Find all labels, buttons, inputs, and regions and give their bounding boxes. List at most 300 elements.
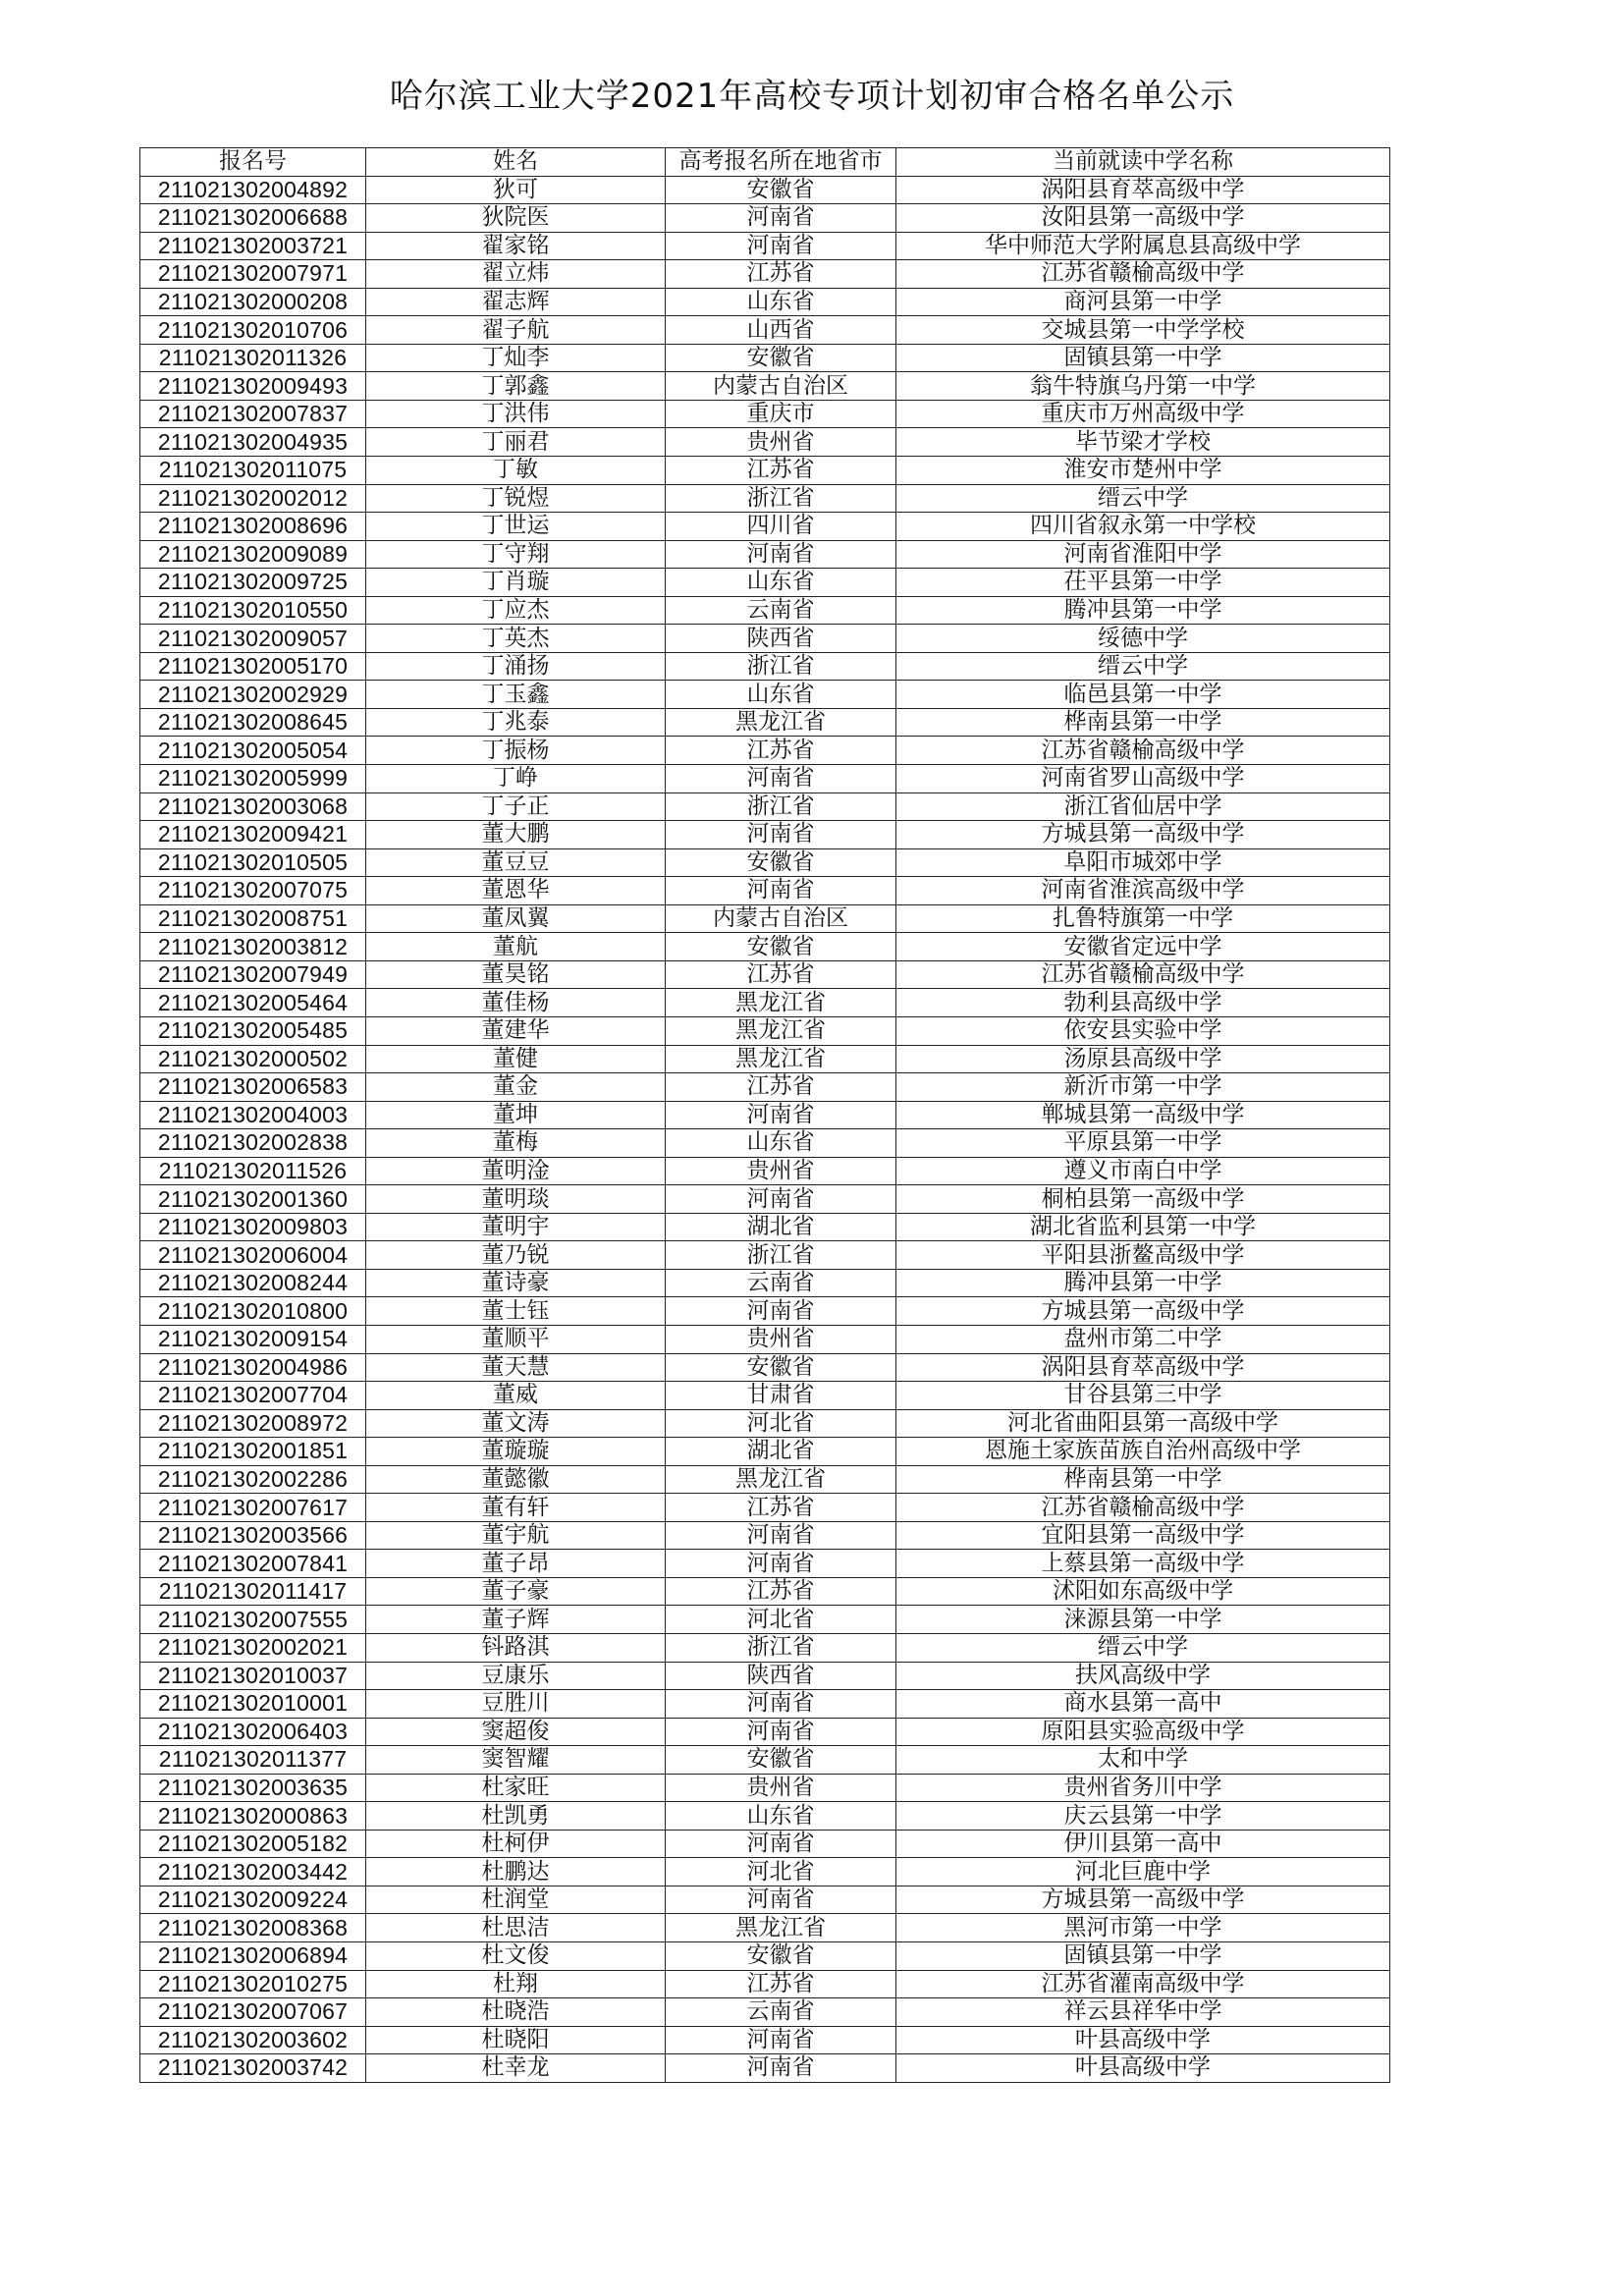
name-cell: 杜家旺 xyxy=(366,1774,666,1802)
table-row xyxy=(140,1325,1390,1353)
school-cell: 郸城县第一高级中学 xyxy=(896,1101,1390,1129)
name-cell: 翟志辉 xyxy=(366,288,666,316)
province-cell: 陕西省 xyxy=(666,625,896,653)
registration-number-cell: 211021302010800 xyxy=(140,1297,366,1326)
registration-number-cell: 211021302009803 xyxy=(140,1213,366,1241)
registration-number-cell: 211021302005485 xyxy=(140,1016,366,1045)
name-cell: 丁敏 xyxy=(366,457,666,485)
name-cell: 杜幸龙 xyxy=(366,2054,666,2083)
table-row xyxy=(140,232,1390,260)
school-cell: 涞源县第一中学 xyxy=(896,1606,1390,1634)
school-cell: 勃利县高级中学 xyxy=(896,989,1390,1017)
school-cell: 江苏省赣榆高级中学 xyxy=(896,1494,1390,1522)
registration-number-cell: 211021302009089 xyxy=(140,540,366,569)
school-cell: 贵州省务川中学 xyxy=(896,1774,1390,1802)
name-cell: 董航 xyxy=(366,933,666,961)
school-cell: 叶县高级中学 xyxy=(896,2054,1390,2083)
province-cell: 河南省 xyxy=(666,1886,896,1914)
name-cell: 董璇璇 xyxy=(366,1438,666,1466)
registration-number-cell: 211021302010706 xyxy=(140,316,366,345)
table-row xyxy=(140,1016,1390,1045)
registration-number-cell: 211021302005182 xyxy=(140,1830,366,1858)
table-row xyxy=(140,1633,1390,1662)
registration-number-cell: 211021302011417 xyxy=(140,1577,366,1606)
school-cell: 河北巨鹿中学 xyxy=(896,1858,1390,1886)
school-cell: 华中师范大学附属息县高级中学 xyxy=(896,232,1390,260)
registration-number-cell: 211021302009224 xyxy=(140,1886,366,1914)
school-cell: 河南省罗山高级中学 xyxy=(896,765,1390,793)
school-cell: 河北省曲阳县第一高级中学 xyxy=(896,1409,1390,1438)
registration-number-cell: 211021302011075 xyxy=(140,457,366,485)
header-province: 高考报名所在地省市 xyxy=(666,148,896,177)
name-cell: 翟子航 xyxy=(366,316,666,345)
school-cell: 涡阳县育萃高级中学 xyxy=(896,1353,1390,1382)
school-cell: 扶风高级中学 xyxy=(896,1662,1390,1690)
name-cell: 杜晓阳 xyxy=(366,2026,666,2054)
name-cell: 丁子正 xyxy=(366,793,666,821)
registration-number-cell: 211021302004986 xyxy=(140,1353,366,1382)
registration-number-cell: 211021302005464 xyxy=(140,989,366,1017)
registration-number-cell: 211021302006403 xyxy=(140,1718,366,1746)
school-cell: 缙云中学 xyxy=(896,484,1390,513)
table-row xyxy=(140,484,1390,513)
province-cell: 河南省 xyxy=(666,204,896,233)
school-cell: 伊川县第一高中 xyxy=(896,1830,1390,1858)
school-cell: 安徽省定远中学 xyxy=(896,933,1390,961)
name-cell: 董明淦 xyxy=(366,1157,666,1185)
name-cell: 丁英杰 xyxy=(366,625,666,653)
registration-number-cell: 211021302003812 xyxy=(140,933,366,961)
table-row xyxy=(140,260,1390,289)
province-cell: 贵州省 xyxy=(666,1774,896,1802)
school-cell: 方城县第一高级中学 xyxy=(896,1886,1390,1914)
table-row xyxy=(140,596,1390,625)
registration-number-cell: 211021302008368 xyxy=(140,1914,366,1942)
table-row xyxy=(140,540,1390,569)
registration-number-cell: 211021302009421 xyxy=(140,821,366,849)
table-row xyxy=(140,1438,1390,1466)
province-cell: 河南省 xyxy=(666,1830,896,1858)
name-cell: 翟立炜 xyxy=(366,260,666,289)
school-cell: 甘谷县第三中学 xyxy=(896,1382,1390,1410)
school-cell: 商河县第一中学 xyxy=(896,288,1390,316)
table-row xyxy=(140,176,1390,204)
school-cell: 翁牛特旗乌丹第一中学 xyxy=(896,372,1390,401)
table-row xyxy=(140,344,1390,372)
registration-number-cell: 211021302007704 xyxy=(140,1382,366,1410)
school-cell: 祥云县祥华中学 xyxy=(896,1998,1390,2027)
name-cell: 董乃锐 xyxy=(366,1241,666,1270)
table-row xyxy=(140,457,1390,485)
registration-number-cell: 211021302010001 xyxy=(140,1690,366,1719)
school-cell: 扎鲁特旗第一中学 xyxy=(896,904,1390,933)
school-cell: 重庆市万州高级中学 xyxy=(896,400,1390,428)
table-row xyxy=(140,848,1390,877)
province-cell: 安徽省 xyxy=(666,933,896,961)
table-row xyxy=(140,288,1390,316)
table-row xyxy=(140,1521,1390,1550)
name-cell: 丁峥 xyxy=(366,765,666,793)
registration-number-cell: 211021302003721 xyxy=(140,232,366,260)
table-row xyxy=(140,1129,1390,1158)
name-cell: 翟家铭 xyxy=(366,232,666,260)
school-cell: 平原县第一中学 xyxy=(896,1129,1390,1158)
province-cell: 江苏省 xyxy=(666,737,896,765)
name-cell: 董恩华 xyxy=(366,877,666,905)
name-cell: 董金 xyxy=(366,1073,666,1102)
school-cell: 依安县实验中学 xyxy=(896,1016,1390,1045)
table-row xyxy=(140,569,1390,597)
registration-number-cell: 211021302010037 xyxy=(140,1662,366,1690)
table-row xyxy=(140,1998,1390,2027)
school-cell: 桐柏县第一高级中学 xyxy=(896,1185,1390,1214)
province-cell: 四川省 xyxy=(666,513,896,541)
registration-number-cell: 211021302008244 xyxy=(140,1269,366,1297)
registration-number-cell: 211021302006894 xyxy=(140,1942,366,1971)
table-row xyxy=(140,765,1390,793)
school-cell: 上蔡县第一高级中学 xyxy=(896,1550,1390,1578)
name-cell: 丁振杨 xyxy=(366,737,666,765)
province-cell: 云南省 xyxy=(666,596,896,625)
table-row xyxy=(140,2026,1390,2054)
province-cell: 山西省 xyxy=(666,316,896,345)
school-cell: 江苏省灌南高级中学 xyxy=(896,1970,1390,1998)
name-cell: 丁守翔 xyxy=(366,540,666,569)
province-cell: 浙江省 xyxy=(666,1241,896,1270)
registration-number-cell: 211021302009493 xyxy=(140,372,366,401)
table-row xyxy=(140,904,1390,933)
candidate-table xyxy=(139,147,1390,2083)
name-cell: 钭路淇 xyxy=(366,1633,666,1662)
registration-number-cell: 211021302008696 xyxy=(140,513,366,541)
province-cell: 浙江省 xyxy=(666,484,896,513)
province-cell: 安徽省 xyxy=(666,1746,896,1775)
registration-number-cell: 211021302002012 xyxy=(140,484,366,513)
name-cell: 董坤 xyxy=(366,1101,666,1129)
province-cell: 河南省 xyxy=(666,1718,896,1746)
table-row xyxy=(140,513,1390,541)
table-row xyxy=(140,372,1390,401)
registration-number-cell: 211021302000208 xyxy=(140,288,366,316)
school-cell: 四川省叙永第一中学校 xyxy=(896,513,1390,541)
province-cell: 江苏省 xyxy=(666,457,896,485)
province-cell: 河南省 xyxy=(666,1185,896,1214)
province-cell: 黑龙江省 xyxy=(666,1045,896,1073)
table-row xyxy=(140,1802,1390,1831)
registration-number-cell: 211021302005054 xyxy=(140,737,366,765)
registration-number-cell: 211021302004892 xyxy=(140,176,366,204)
table-row xyxy=(140,1101,1390,1129)
name-cell: 董佳杨 xyxy=(366,989,666,1017)
province-cell: 内蒙古自治区 xyxy=(666,904,896,933)
table-row xyxy=(140,1662,1390,1690)
table-row xyxy=(140,1269,1390,1297)
school-cell: 方城县第一高级中学 xyxy=(896,821,1390,849)
school-cell: 原阳县实验高级中学 xyxy=(896,1718,1390,1746)
name-cell: 丁灿李 xyxy=(366,344,666,372)
school-cell: 缙云中学 xyxy=(896,1633,1390,1662)
registration-number-cell: 211021302007837 xyxy=(140,400,366,428)
province-cell: 安徽省 xyxy=(666,1353,896,1382)
province-cell: 江苏省 xyxy=(666,1577,896,1606)
registration-number-cell: 211021302009725 xyxy=(140,569,366,597)
registration-number-cell: 211021302002286 xyxy=(140,1465,366,1494)
province-cell: 江苏省 xyxy=(666,1494,896,1522)
header-name: 姓名 xyxy=(366,148,666,177)
registration-number-cell: 211021302010275 xyxy=(140,1970,366,1998)
school-cell: 固镇县第一中学 xyxy=(896,1942,1390,1971)
school-cell: 新沂市第一中学 xyxy=(896,1073,1390,1102)
school-cell: 方城县第一高级中学 xyxy=(896,1297,1390,1326)
table-row xyxy=(140,204,1390,233)
registration-number-cell: 211021302009154 xyxy=(140,1325,366,1353)
header-school: 当前就读中学名称 xyxy=(896,148,1390,177)
registration-number-cell: 211021302007617 xyxy=(140,1494,366,1522)
province-cell: 浙江省 xyxy=(666,652,896,681)
table-row xyxy=(140,1409,1390,1438)
province-cell: 陕西省 xyxy=(666,1662,896,1690)
table-row xyxy=(140,1858,1390,1886)
province-cell: 江苏省 xyxy=(666,1073,896,1102)
table-row xyxy=(140,960,1390,989)
school-cell: 商水县第一高中 xyxy=(896,1690,1390,1719)
school-cell: 沭阳如东高级中学 xyxy=(896,1577,1390,1606)
province-cell: 江苏省 xyxy=(666,260,896,289)
name-cell: 董诗豪 xyxy=(366,1269,666,1297)
name-cell: 窦智耀 xyxy=(366,1746,666,1775)
name-cell: 董建华 xyxy=(366,1016,666,1045)
registration-number-cell: 211021302007971 xyxy=(140,260,366,289)
table-row xyxy=(140,877,1390,905)
registration-number-cell: 211021302007075 xyxy=(140,877,366,905)
province-cell: 贵州省 xyxy=(666,1325,896,1353)
province-cell: 河北省 xyxy=(666,1858,896,1886)
name-cell: 窦超俊 xyxy=(366,1718,666,1746)
registration-number-cell: 211021302006004 xyxy=(140,1241,366,1270)
registration-number-cell: 211021302002021 xyxy=(140,1633,366,1662)
school-cell: 恩施土家族苗族自治州高级中学 xyxy=(896,1438,1390,1466)
school-cell: 河南省淮滨高级中学 xyxy=(896,877,1390,905)
table-row xyxy=(140,737,1390,765)
table-row xyxy=(140,989,1390,1017)
province-cell: 安徽省 xyxy=(666,176,896,204)
table-row xyxy=(140,793,1390,821)
school-cell: 浙江省仙居中学 xyxy=(896,793,1390,821)
page-title: 哈尔滨工业大学2021年高校专项计划初审合格名单公示 xyxy=(389,77,1235,116)
name-cell: 丁郭鑫 xyxy=(366,372,666,401)
school-cell: 河南省淮阳中学 xyxy=(896,540,1390,569)
table-row xyxy=(140,1606,1390,1634)
registration-number-cell: 211021302006583 xyxy=(140,1073,366,1102)
school-cell: 黑河市第一中学 xyxy=(896,1914,1390,1942)
province-cell: 黑龙江省 xyxy=(666,1914,896,1942)
table-row xyxy=(140,1942,1390,1971)
school-cell: 遵义市南白中学 xyxy=(896,1157,1390,1185)
registration-number-cell: 211021302002929 xyxy=(140,681,366,709)
school-cell: 涡阳县育萃高级中学 xyxy=(896,176,1390,204)
name-cell: 董懿徽 xyxy=(366,1465,666,1494)
school-cell: 缙云中学 xyxy=(896,652,1390,681)
name-cell: 董大鹏 xyxy=(366,821,666,849)
school-cell: 盘州市第二中学 xyxy=(896,1325,1390,1353)
name-cell: 董文涛 xyxy=(366,1409,666,1438)
province-cell: 河南省 xyxy=(666,2054,896,2083)
name-cell: 董威 xyxy=(366,1382,666,1410)
name-cell: 董顺平 xyxy=(366,1325,666,1353)
registration-number-cell: 211021302011377 xyxy=(140,1746,366,1775)
school-cell: 庆云县第一中学 xyxy=(896,1802,1390,1831)
province-cell: 山东省 xyxy=(666,288,896,316)
registration-number-cell: 211021302003566 xyxy=(140,1521,366,1550)
table-row xyxy=(140,1045,1390,1073)
table-row xyxy=(140,681,1390,709)
registration-number-cell: 211021302007949 xyxy=(140,960,366,989)
registration-number-cell: 211021302004003 xyxy=(140,1101,366,1129)
table-row xyxy=(140,1970,1390,1998)
school-cell: 江苏省赣榆高级中学 xyxy=(896,260,1390,289)
name-cell: 丁应杰 xyxy=(366,596,666,625)
table-row xyxy=(140,1073,1390,1102)
province-cell: 河北省 xyxy=(666,1409,896,1438)
registration-number-cell: 211021302007555 xyxy=(140,1606,366,1634)
table-row xyxy=(140,821,1390,849)
registration-number-cell: 211021302006688 xyxy=(140,204,366,233)
province-cell: 内蒙古自治区 xyxy=(666,372,896,401)
name-cell: 杜文俊 xyxy=(366,1942,666,1971)
school-cell: 湖北省监利县第一中学 xyxy=(896,1213,1390,1241)
name-cell: 董豆豆 xyxy=(366,848,666,877)
province-cell: 山东省 xyxy=(666,681,896,709)
table-row xyxy=(140,1157,1390,1185)
province-cell: 河南省 xyxy=(666,1690,896,1719)
registration-number-cell: 211021302007067 xyxy=(140,1998,366,2027)
table-body xyxy=(140,176,1390,2082)
school-cell: 江苏省赣榆高级中学 xyxy=(896,737,1390,765)
table-row xyxy=(140,1830,1390,1858)
province-cell: 河南省 xyxy=(666,765,896,793)
table-row xyxy=(140,1577,1390,1606)
province-cell: 河南省 xyxy=(666,1297,896,1326)
table-row xyxy=(140,2054,1390,2083)
province-cell: 安徽省 xyxy=(666,848,896,877)
province-cell: 河南省 xyxy=(666,821,896,849)
registration-number-cell: 211021302007841 xyxy=(140,1550,366,1578)
province-cell: 湖北省 xyxy=(666,1213,896,1241)
name-cell: 杜思洁 xyxy=(366,1914,666,1942)
table-row xyxy=(140,428,1390,457)
province-cell: 黑龙江省 xyxy=(666,1465,896,1494)
school-cell: 汝阳县第一高级中学 xyxy=(896,204,1390,233)
name-cell: 董明琰 xyxy=(366,1185,666,1214)
province-cell: 浙江省 xyxy=(666,1633,896,1662)
school-cell: 汤原县高级中学 xyxy=(896,1045,1390,1073)
name-cell: 丁丽君 xyxy=(366,428,666,457)
table-row xyxy=(140,1297,1390,1326)
table-row xyxy=(140,1382,1390,1410)
registration-number-cell: 211021302004935 xyxy=(140,428,366,457)
name-cell: 董有轩 xyxy=(366,1494,666,1522)
table-row xyxy=(140,1465,1390,1494)
school-cell: 太和中学 xyxy=(896,1746,1390,1775)
registration-number-cell: 211021302011526 xyxy=(140,1157,366,1185)
province-cell: 江苏省 xyxy=(666,1970,896,1998)
province-cell: 安徽省 xyxy=(666,1942,896,1971)
province-cell: 河南省 xyxy=(666,232,896,260)
name-cell: 董明宇 xyxy=(366,1213,666,1241)
province-cell: 山东省 xyxy=(666,1129,896,1158)
name-cell: 狄可 xyxy=(366,176,666,204)
school-cell: 固镇县第一中学 xyxy=(896,344,1390,372)
registration-number-cell: 211021302005999 xyxy=(140,765,366,793)
province-cell: 甘肃省 xyxy=(666,1382,896,1410)
school-cell: 绥德中学 xyxy=(896,625,1390,653)
province-cell: 河北省 xyxy=(666,1606,896,1634)
name-cell: 狄院医 xyxy=(366,204,666,233)
school-cell: 叶县高级中学 xyxy=(896,2026,1390,2054)
name-cell: 丁玉鑫 xyxy=(366,681,666,709)
school-cell: 毕节梁才学校 xyxy=(896,428,1390,457)
school-cell: 临邑县第一中学 xyxy=(896,681,1390,709)
registration-number-cell: 211021302009057 xyxy=(140,625,366,653)
name-cell: 董凤翼 xyxy=(366,904,666,933)
province-cell: 江苏省 xyxy=(666,960,896,989)
province-cell: 黑龙江省 xyxy=(666,989,896,1017)
name-cell: 董梅 xyxy=(366,1129,666,1158)
table-row xyxy=(140,708,1390,737)
school-cell: 桦南县第一中学 xyxy=(896,708,1390,737)
name-cell: 丁世运 xyxy=(366,513,666,541)
province-cell: 河南省 xyxy=(666,877,896,905)
registration-number-cell: 211021302001360 xyxy=(140,1185,366,1214)
province-cell: 河南省 xyxy=(666,2026,896,2054)
province-cell: 贵州省 xyxy=(666,1157,896,1185)
registration-number-cell: 211021302008972 xyxy=(140,1409,366,1438)
name-cell: 董子辉 xyxy=(366,1606,666,1634)
province-cell: 河南省 xyxy=(666,540,896,569)
table-row xyxy=(140,933,1390,961)
table-row xyxy=(140,1185,1390,1214)
name-cell: 丁洪伟 xyxy=(366,400,666,428)
table-row xyxy=(140,316,1390,345)
name-cell: 豆康乐 xyxy=(366,1662,666,1690)
name-cell: 丁兆泰 xyxy=(366,708,666,737)
name-cell: 杜鹏达 xyxy=(366,1858,666,1886)
registration-number-cell: 211021302003068 xyxy=(140,793,366,821)
registration-number-cell: 211021302000863 xyxy=(140,1802,366,1831)
province-cell: 安徽省 xyxy=(666,344,896,372)
name-cell: 丁肖璇 xyxy=(366,569,666,597)
school-cell: 茌平县第一中学 xyxy=(896,569,1390,597)
registration-number-cell: 211021302011326 xyxy=(140,344,366,372)
school-cell: 交城县第一中学学校 xyxy=(896,316,1390,345)
school-cell: 淮安市楚州中学 xyxy=(896,457,1390,485)
registration-number-cell: 211021302002838 xyxy=(140,1129,366,1158)
province-cell: 浙江省 xyxy=(666,793,896,821)
registration-number-cell: 211021302005170 xyxy=(140,652,366,681)
table-row xyxy=(140,400,1390,428)
table-row xyxy=(140,1241,1390,1270)
table-row xyxy=(140,1914,1390,1942)
name-cell: 董子豪 xyxy=(366,1577,666,1606)
school-cell: 腾冲县第一中学 xyxy=(896,1269,1390,1297)
province-cell: 云南省 xyxy=(666,1269,896,1297)
province-cell: 重庆市 xyxy=(666,400,896,428)
province-cell: 山东省 xyxy=(666,569,896,597)
name-cell: 杜晓浩 xyxy=(366,1998,666,2027)
school-cell: 腾冲县第一中学 xyxy=(896,596,1390,625)
school-cell: 平阳县浙鳌高级中学 xyxy=(896,1241,1390,1270)
name-cell: 董天慧 xyxy=(366,1353,666,1382)
